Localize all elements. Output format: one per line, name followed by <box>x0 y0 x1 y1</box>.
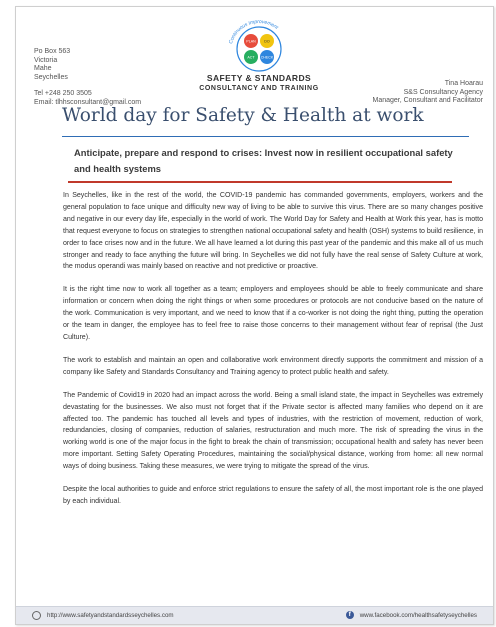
pdca-cycle-icon <box>222 11 296 73</box>
paragraph: In Seychelles, like in the rest of the world, the COVID-19 pandemic has commanded governments, employers, workers and the general population to face unique and difficulty new way of living to be able to survive this virus. There are so many changes positive and negative in our every day life, especially in the world of work. The World Day for Safety and Health at Work this year, has is motto that request everyone to focus on strategies to strengthen national occupational safety and health (OSH) systems to build resilience, in order to face crises now and in the future. We all have learned a lot during this past year of the pandemic and this make all of us much stronger and ready to face anything the future will bring. In Seychelles we did not fully have the real sense of Safety Culture at work, the modus operandi was mainly based on reactive and not predictive or proactive. <box>63 192 483 271</box>
company-logo <box>194 11 324 101</box>
act-label: ACT <box>247 55 255 60</box>
address-line: Po Box 563 <box>34 48 71 55</box>
contact-name: Tina Hoarau <box>444 80 483 87</box>
address-line: Mahe <box>34 65 52 73</box>
org-subtitle: CONSULTANCY AND TRAINING <box>199 85 319 92</box>
document-page <box>15 6 494 625</box>
facebook-icon: f <box>346 611 354 619</box>
check-label: CHECK <box>260 55 274 60</box>
facebook-url: www.facebook.com/healthsafetyseychelles <box>359 611 477 619</box>
paragraph: The Pandemic of Covid19 in 2020 had an impact across the world. Being a small island state, the impact in Seychelles was extremely devastating for the businesses. We also must not forget that if the Private sector is affected many families who depend on it are affected too. The pandemic has touched all levels and types of industries, with the restriction of movement, reduction of work, redundancies, closing of companies, reduction of salaries, restructuration and much more. The risk of spreading the virus in the working world is one of the major focus in the fight to break the chain of transmission; occupational health and safety has never been more important. Setting Safety Operating Procedures, maintaining the social/physical distance, working from home: all new normal ways of doing business. Taking these measures, we were trying to mitigate the spread of the virus. <box>63 391 483 471</box>
page-title: World day for Safety & Health at work <box>62 105 424 126</box>
article-body <box>63 190 483 519</box>
globe-icon <box>32 611 41 620</box>
email: Email: tlhhsconsultant@gmail.com <box>34 98 142 106</box>
page-subtitle: Anticipate, prepare and respond to crises: Invest now in resilient occupational safety and health systems <box>74 147 453 174</box>
telephone: Tel +248 250 3505 <box>34 90 92 98</box>
paragraph: The work to establish and maintain an open and collaborative work environment directly supports the commitment and mission of a company like Safety and Standards Consultancy and Training agency to protect public health and safety. <box>63 356 483 376</box>
do-label: DO <box>264 39 270 44</box>
contact-agency: S&S Consultancy Agency <box>403 88 483 96</box>
website-url: http://www.safetyandstandardsseychelles.com <box>47 612 174 619</box>
address-line: Seychelles <box>34 73 68 81</box>
logo-ring-text: Continuous Improvement <box>228 18 280 45</box>
paragraph: It is the right time now to work all together as a team; employers and employees should be able to freely communicate and share information or concern when doing the right things or when some procedures or protocols are not conducive based on the nature of the work. Communication is very important, and we need to know that if a co-worker is not doing the right thing, putting the operation or the team in danger, the employee has to feel free to raise those concerns to their management without fear of reprisal (the Just Culture). <box>63 286 483 341</box>
paragraph: Despite the local authorities to guide and enforce strict regulations to ensure the safety of all, the most important role is the one played by each individual. <box>63 486 483 505</box>
plan-label: PLAN <box>246 39 256 44</box>
contact-role: Manager, Consultant and Facilitator <box>372 97 483 105</box>
title-divider <box>62 136 469 137</box>
contact-block <box>372 80 483 106</box>
facebook-link[interactable] <box>346 611 477 619</box>
website-link[interactable] <box>32 611 174 620</box>
page-footer <box>16 606 493 624</box>
address-block <box>34 48 141 108</box>
subtitle-divider <box>68 181 452 183</box>
address-line: Victoria <box>34 56 58 64</box>
org-name: SAFETY & STANDARDS <box>206 73 312 83</box>
